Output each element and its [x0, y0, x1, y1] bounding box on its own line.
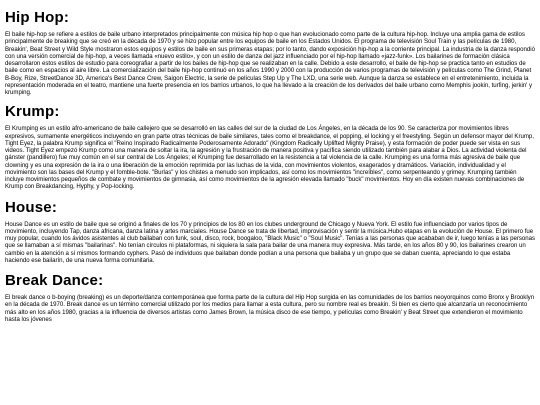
section-body-krump: El Krumping es un estilo afro-americano de baile callejero que se desarrolló en las calles del sur de la ciudad de Los Ángeles, en la década de los 90. Se caracteriza por movimientos libres expresivos, sumamente energéticos incluyendo en gran parte otras técnicas de baile similares, tales como el breakdance, el popping, el locking y el freestyling. Según un defensor mayor del Krump, Tight Eyez, la palabra Krump significa el "Reino Inspirado Radicalmente Poderosamente Adorado" (Kingdom Radically Uplifted Mighty Praise), y esta formación de poder puede ser vista en sus videos. Tight Eyez empezó Krump como una manera de soltar la ira, la agresión y la frustración de manera positiva y pacífica siendo utilizado también para alabar a Dios. La actividad violenta del gánster (pandillero) fue muy común en el sur central de Los Ángeles; el Krumping fue desarrollado en la resistencia a tal violencia de la calle. Krumping es una forma más agresiva de baile que clowning y es una expresión de la ira o una liberación de la emoción reprimida por las luchas de la vida, con movimientos violentos, exagerados y dramáticos. Variación, individualidad y el movimiento son las bases del Krump y el fomble-bote. "Burlas" y los chistes a menudo son implicados, así como los movimientos "increíbles", como serpenteando y grimey. Krumping también incluye movimientos pequeños de combate y movimientos de gimnasia, así como movimientos de la agresión elevada llamado "buck" movimientos. Hoy en día existen nuevas combinaciones de Krump con Breakdancing, Hyphy, y Pop-locking.: [5, 125, 534, 191]
section-title-krump: Krump:: [5, 103, 60, 121]
section-body-break-dance: El break dance o b-boying (breaking) es un deporte/danza contemporánea que forma parte de la cultura del Hip Hop surgida en las comunidades de los barrios neoyorquinos como Bronx y Brooklyn en la década de 1970. Break dance es un término comercial utilizado por los medios para llamar a esta cultura, pero su nombre real es breakin. Si bien es cierto que alcanzaría un reconocimiento más alto en los años 1980, gracias a la influencia de diversos artistas como James Brown, la música disco de ese tiempo, y películas como Breakin' y Beat Street que extendieron el movimiento hasta los jóvenes: [5, 294, 535, 323]
section-title-house: House:: [5, 198, 58, 216]
section-title-hip-hop: Hip Hop:: [5, 9, 70, 26]
section-body-house: House Dance es un estilo de baile que se originó a finales de los 70 y principios de los 80 en los clubes underground de Chicago y Nueva York. El estilo fue influenciado por varios tipos de movimiento, incluyendo Tap, danza africana, danza latina y artes marciales. House Dance se trata de libertad, improvisación y sentir la música.Hubo etapas en la evolución de House. El primero fue muy popular, cuando los ávidos asistentes al club bailaban con funk, soul, disco, rock, boogaloo, "Black Music" o "Soul Music". Tenías a las personas que acababan de ir, luego tenías a las personas que se llamaban a sí mismas "bailarinas". No tenían círculos ni plataformas, ni siquiera la sala para bailar de una manera muy expresiva. Más tarde, en los años 80 y 90, los bailarines crearon un cambio en la atención a sí mismos formando cyphers. Pasó de individuos que bailaban donde podían a una persona que bailaba y un grupo que se daban cuenta, apreciando lo que estaba haciendo ese bailarín, de una nueva forma comunitaria.: [5, 220, 535, 264]
section-house: [5, 199, 535, 265]
section-title-break-dance: Break Dance:: [5, 272, 104, 289]
section-hip-hop: [5, 9, 535, 96]
section-body-hip-hop: El baile hip-hop se refiere a estilos de baile urbano interpretados principalmente con música hip hop o que han evolucionado como parte de la cultura hip-hop. Incluye una amplia gama de estilos principalmente de breaking que se creó en la década de 1970 y se hizo popular entre los equipos de baile en los Estados Unidos. El programa de televisión Soul Train y las películas de 1980, Breakin', Beat Street y Wild Style mostraron estos equipos y estilos de baile en sus primeras etapas; por lo tanto, dando exposición hip-hop a la corriente principal. La industria de la danza respondió con una versión comercial de hip-hop, a veces llamada «nuevo estilo», y con un estilo de danza del jazz influenciado por el hip-hop llamado «jazz-funk». Los bailarines de formación clásica desarrollaron estos estilos de estudio para coreografiar a partir de los bailes de hip-hop que se realizaban en la calle. Debido a este desarrollo, el baile de hip-hop se practica tanto en estudios de baile como en espacios al aire libre. La comercialización del baile hip-hop continuó en los años 1990 y 2000 con la producción de varios programas de televisión y películas como The Grind, Planet B-Boy, Rize, StreetDance 3D, America's Best Dance Crew, Saigon Electric, la serie de películas Step Up y The LXD, una serie web. Aunque la danza se establece en el entretenimiento, incluida la representación moderada en el teatro, mantiene una fuerte presencia en los barrios urbanos, lo que ha llevado a la creación de los derivados del baile urbano como Memphis jookin, turfing, jerkin' y krumping.: [5, 31, 535, 96]
section-krump: [5, 103, 535, 190]
section-break-dance: [5, 272, 535, 323]
